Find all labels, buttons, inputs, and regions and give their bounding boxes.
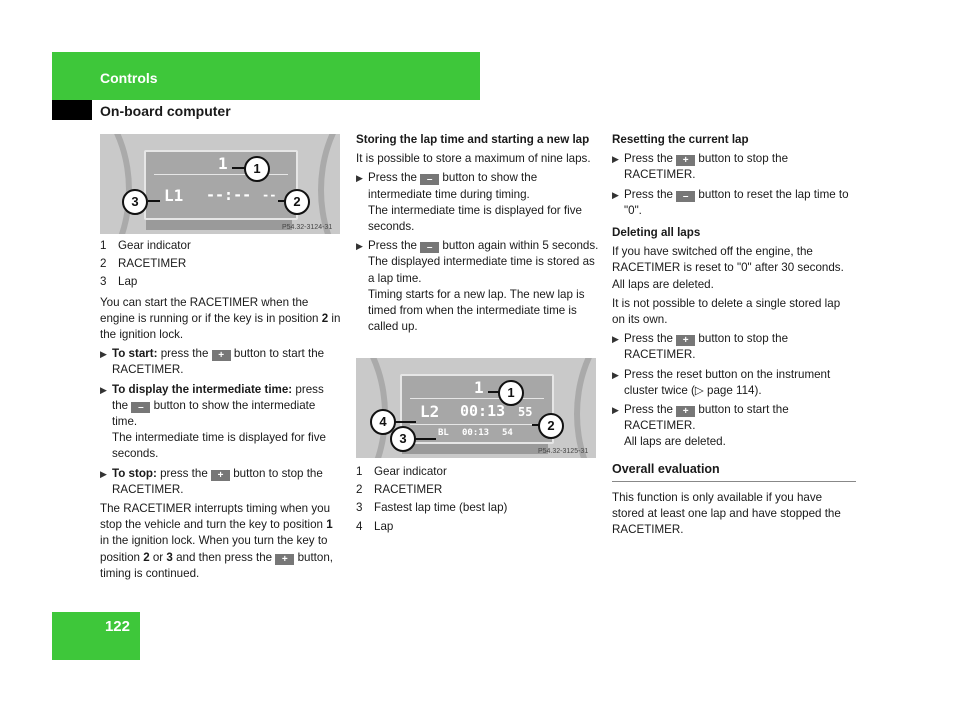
gear-indicator: 1 xyxy=(474,378,484,397)
callout-1: 1 xyxy=(498,380,524,406)
step-show-intermediate: ▶ Press the – button to show the intermediate time during timing. The intermediate time is displayed for five seconds. xyxy=(356,171,582,234)
legend-number: 1 xyxy=(100,239,107,252)
column-2 xyxy=(356,132,600,338)
step-reset-time: ▶ Press the – button to reset the lap time to "0". xyxy=(612,187,849,217)
minus-button-icon: – xyxy=(420,174,439,185)
timer-fraction: 55 xyxy=(518,405,533,419)
plus-button-icon: + xyxy=(676,155,695,166)
plus-button-icon: + xyxy=(212,350,231,361)
callout-3-leader xyxy=(148,200,160,202)
legend-number: 2 xyxy=(356,483,363,497)
step-stop-timer: ▶ Press the + button to stop the RACETIMER. xyxy=(612,152,789,182)
figure-2-code: P54.32-3125-31 xyxy=(538,448,589,455)
delete-paragraph-2: It is not possible to delete a single stored lap on its own. xyxy=(612,296,841,327)
step-delete-start: ▶ Press the + button to start the RACETIMER. All laps are deleted. xyxy=(612,403,789,449)
legend-number: 4 xyxy=(356,519,363,533)
step-arrow-icon: ▶ xyxy=(100,384,107,395)
outro-paragraph: The RACETIMER interrupts timing when you stop the vehicle and turn the key to position 1 in the ignition lock. When you turn the key to position 2 or 3 and then press the + button, timing is continued. xyxy=(100,502,334,580)
callout-3: 3 xyxy=(122,189,148,215)
legend-number: 3 xyxy=(356,501,363,515)
plus-button-icon: + xyxy=(676,406,695,417)
section-header xyxy=(52,52,480,100)
figure-1-display xyxy=(144,150,298,220)
legend-text: Lap xyxy=(374,519,394,533)
legend-item-3 xyxy=(100,274,342,290)
legend-text: Gear indicator xyxy=(374,465,447,478)
legend-item-2 xyxy=(356,482,600,498)
step-arrow-icon: ▶ xyxy=(100,349,107,360)
step-start: ▶ To start: press the + button to start the RACETIMER. xyxy=(100,347,325,377)
legend-text: RACETIMER xyxy=(374,483,443,497)
callout-3: 3 xyxy=(390,426,416,452)
right-gauge-arc xyxy=(318,134,340,234)
legend-number: 1 xyxy=(356,465,363,478)
step-arrow-icon: ▶ xyxy=(100,468,107,479)
lap-label: L2 xyxy=(420,402,440,421)
gear-indicator: 1 xyxy=(218,154,228,173)
heading-storing-lap: Storing the lap time and starting a new lap xyxy=(356,133,590,146)
legend-text: Gear indicator xyxy=(118,239,191,252)
plus-button-icon: + xyxy=(275,554,294,565)
legend-text: RACETIMER xyxy=(118,257,187,271)
legend-number: 2 xyxy=(100,257,107,271)
figure-1-cluster xyxy=(100,134,340,234)
right-gauge-arc xyxy=(574,358,596,458)
step-arrow-icon: ▶ xyxy=(612,189,619,200)
step-arrow-icon: ▶ xyxy=(356,173,363,184)
legend-number: 3 xyxy=(100,275,107,289)
page-title: On-board computer xyxy=(100,103,231,119)
minus-button-icon: – xyxy=(676,191,695,202)
page-reference-link[interactable]: ▷ page 114 xyxy=(694,383,755,397)
column-3 xyxy=(612,132,856,541)
timer-fraction: -- xyxy=(262,188,277,202)
step-arrow-icon: ▶ xyxy=(612,334,619,345)
legend-item-1 xyxy=(356,464,600,480)
page-number-box xyxy=(52,612,140,660)
best-lap-time: 00:13 xyxy=(462,428,490,438)
column-1 xyxy=(100,238,342,585)
header-black-tab xyxy=(52,100,92,120)
evaluation-paragraph: This function is only available if you have stored at least one lap and have stopped the RACETIMER. xyxy=(612,490,841,537)
storing-intro: It is possible to store a maximum of nine laps. xyxy=(356,152,591,166)
legend-text: Fastest lap time (best lap) xyxy=(374,501,508,515)
callout-4: 4 xyxy=(370,409,396,435)
callout-2: 2 xyxy=(538,413,564,439)
legend-item-4 xyxy=(356,519,600,535)
column-2-legend xyxy=(356,464,600,537)
heading-delete-laps: Deleting all laps xyxy=(612,226,701,240)
callout-1: 1 xyxy=(244,156,270,182)
step-delete-stop: ▶ Press the + button to stop the RACETIMER. xyxy=(612,332,789,362)
legend-text: Lap xyxy=(118,275,138,289)
step-store-lap: ▶ Press the – button again within 5 seconds. The displayed intermediate time is stored as a lap time. Timing starts for a new lap. The new lap is timed from when the intermediate time is called up. xyxy=(356,239,599,334)
figure-1-code: P54.32-3124-31 xyxy=(282,224,333,231)
heading-reset-lap: Resetting the current lap xyxy=(612,133,749,146)
plus-button-icon: + xyxy=(676,335,695,346)
step-arrow-icon: ▶ xyxy=(612,154,619,165)
page-number: 122 xyxy=(104,618,130,635)
minus-button-icon: – xyxy=(131,402,150,413)
legend-item-3 xyxy=(356,500,600,516)
legend-item-2 xyxy=(100,256,342,272)
callout-2: 2 xyxy=(284,189,310,215)
section-title: Controls xyxy=(100,70,158,86)
best-lap-label: BL xyxy=(438,428,449,438)
intro-paragraph: You can start the RACETIMER when the engine is running or if the key is in position 2 in the ignition lock. xyxy=(100,295,341,342)
best-lap-fraction: 54 xyxy=(502,428,513,438)
timer-value: 00:13 xyxy=(460,402,506,420)
left-gauge-arc xyxy=(356,358,388,458)
timer-value: --:-- xyxy=(206,186,252,204)
left-gauge-arc xyxy=(100,134,132,234)
step-arrow-icon: ▶ xyxy=(612,369,619,380)
minus-button-icon: – xyxy=(420,242,439,253)
plus-button-icon: + xyxy=(211,470,230,481)
step-arrow-icon: ▶ xyxy=(356,241,363,252)
step-intermediate: ▶ To display the intermediate time: press the – button to show the intermediate time. The intermediate time is displayed for five seconds. xyxy=(100,382,326,461)
step-arrow-icon: ▶ xyxy=(612,405,619,416)
heading-overall-evaluation: Overall evaluation xyxy=(612,461,856,482)
figure-2-display xyxy=(400,374,554,444)
legend-item-1 xyxy=(100,238,342,254)
step-delete-reset: ▶ Press the reset button on the instrument cluster twice (▷ page 114). xyxy=(612,367,831,397)
step-stop: ▶ To stop: press the + button to stop the RACETIMER. xyxy=(100,466,323,496)
lap-label: L1 xyxy=(164,186,184,205)
delete-paragraph-1: If you have switched off the engine, the RACETIMER is reset to "0" after 30 seconds. All laps are deleted. xyxy=(612,245,844,291)
figure-2-cluster xyxy=(356,358,596,458)
